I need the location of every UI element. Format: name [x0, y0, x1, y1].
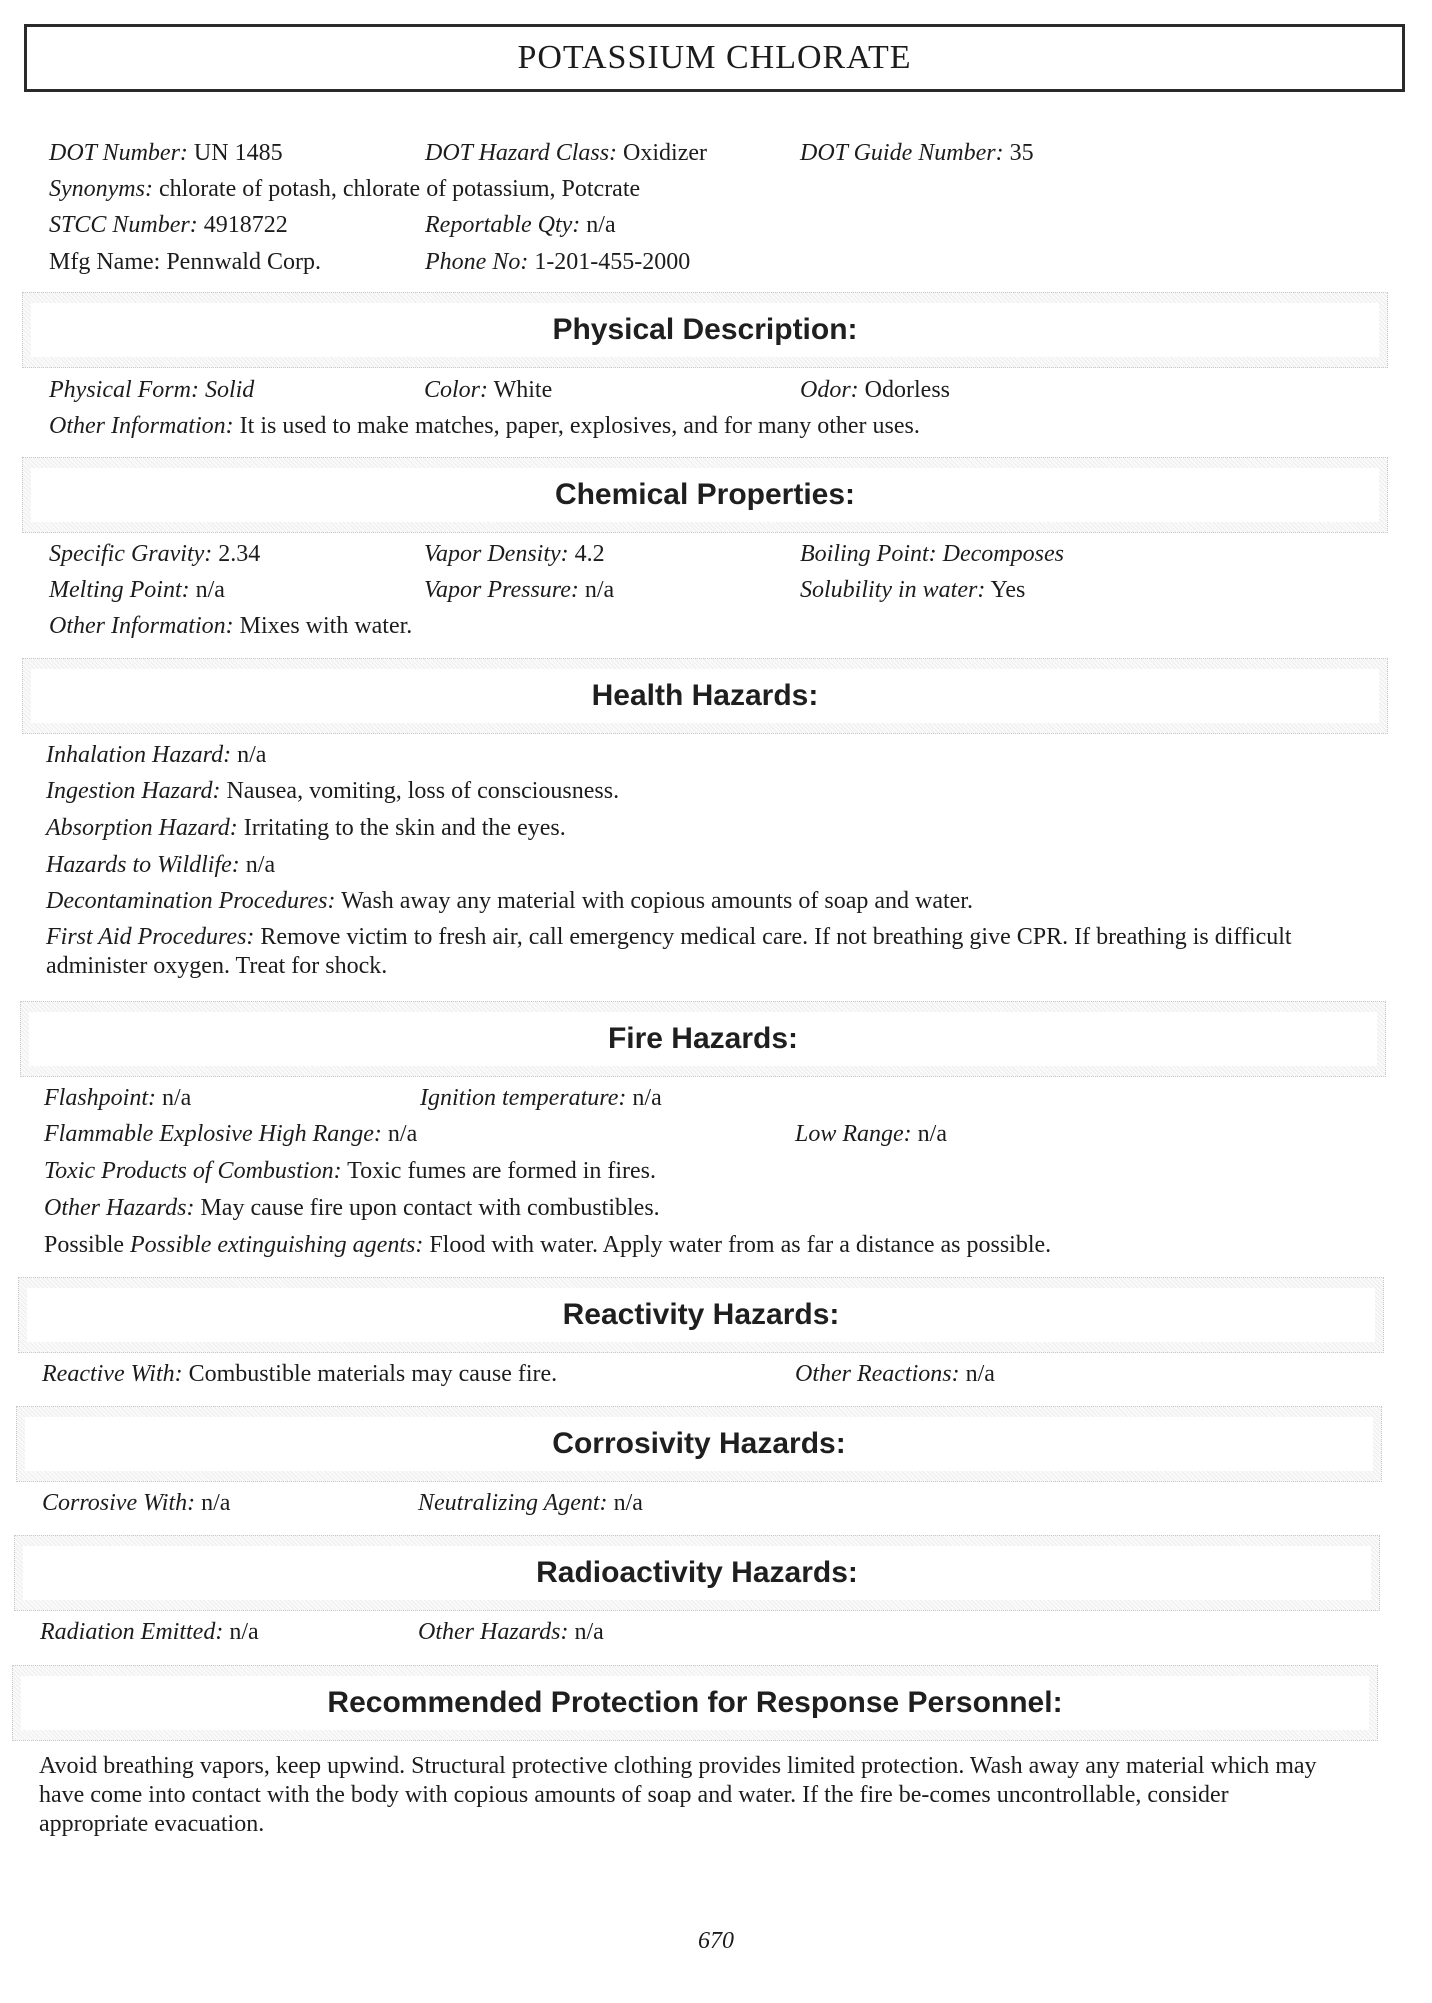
odor-field: Odor: Odorless [800, 377, 950, 403]
hazard-class-field: DOT Hazard Class: Oxidizer [425, 140, 708, 166]
synonyms-field: Synonyms: chlorate of potash, chlorate of potassium, Potcrate [49, 176, 641, 202]
protection-text: Avoid breathing vapors, keep upwind. Structural protective clothing provides limited protection. Wash away any material which may have come into contact with the body with copious amounts of soap and water. If the fire be-comes uncontrollable, consider appropriate evacuation. [39, 1753, 1317, 1837]
phone-field: Phone No: 1-201-455-2000 [425, 249, 691, 275]
other-radioactive-hazards-field: Other Hazards: n/a [418, 1619, 604, 1645]
physical-other-info: Other Information: It is used to make matches, paper, explosives, and for many other uses. [49, 413, 920, 439]
first-aid-field: First Aid Procedures: Remove victim to fresh air, call emergency medical care. If not breathing give CPR. If breathing is difficult administer oxygen. Treat for shock. [46, 924, 1292, 979]
section-title: Chemical Properties: [554, 478, 856, 511]
reactivity-hazards-header [18, 1277, 1384, 1353]
high-range-field: Flammable Explosive High Range: n/a [44, 1121, 418, 1147]
section-title: Corrosivity Hazards: [552, 1427, 846, 1460]
ignition-temperature-field: Ignition temperature: n/a [420, 1085, 662, 1111]
section-title: Fire Hazards: [607, 1022, 799, 1055]
corrosivity-hazards-header [16, 1406, 1382, 1482]
other-reactions-field: Other Reactions: n/a [795, 1361, 995, 1387]
solubility-field: Solubility in water: Yes [800, 577, 1026, 603]
fire-hazards-header [20, 1001, 1386, 1077]
color-field: Color: White [424, 377, 553, 403]
dot-number-field: DOT Number: UN 1485 [49, 140, 283, 166]
decontamination-field: Decontamination Procedures: Wash away any material with copious amounts of soap and water. [46, 888, 973, 914]
flashpoint-field: Flashpoint: n/a [44, 1085, 192, 1111]
reactive-with-field: Reactive With: Combustible materials may cause fire. [42, 1361, 558, 1387]
boiling-point-field: Boiling Point: Decomposes [800, 541, 1064, 567]
section-title: Reactivity Hazards: [562, 1298, 840, 1331]
extinguishing-agents-field: Possible Possible extinguishing agents: Flood with water. Apply water from as far a distance as possible. [44, 1232, 1052, 1258]
radioactivity-hazards-header [14, 1535, 1380, 1611]
low-range-field: Low Range: n/a [795, 1121, 947, 1147]
vapor-density-field: Vapor Density: 4.2 [424, 541, 605, 567]
vapor-pressure-field: Vapor Pressure: n/a [424, 577, 615, 603]
chemical-other-info: Other Information: Mixes with water. [49, 613, 413, 639]
wildlife-hazard-field: Hazards to Wildlife: n/a [46, 852, 276, 878]
inhalation-hazard-field: Inhalation Hazard: n/a [46, 742, 267, 768]
ingestion-hazard-field: Ingestion Hazard: Nausea, vomiting, loss of consciousness. [46, 778, 620, 804]
section-title: Recommended Protection for Response Personnel: [327, 1686, 1063, 1719]
physical-description-header [22, 292, 1388, 368]
section-title: Health Hazards: [591, 679, 819, 712]
specific-gravity-field: Specific Gravity: 2.34 [49, 541, 261, 567]
radiation-emitted-field: Radiation Emitted: n/a [40, 1619, 259, 1645]
mfg-name-field: Mfg Name: Pennwald Corp. [49, 249, 321, 275]
corrosive-with-field: Corrosive With: n/a [42, 1490, 231, 1516]
physical-form-field: Physical Form: Solid [49, 377, 255, 403]
health-hazards-header [22, 658, 1388, 734]
absorption-hazard-field: Absorption Hazard: Irritating to the skin and the eyes. [46, 815, 566, 841]
melting-point-field: Melting Point: n/a [49, 577, 225, 603]
other-fire-hazards-field: Other Hazards: May cause fire upon contact with combustibles. [44, 1195, 660, 1221]
section-title: Physical Description: [552, 313, 858, 346]
toxic-products-field: Toxic Products of Combustion: Toxic fumes are formed in fires. [44, 1158, 657, 1184]
section-title: Radioactivity Hazards: [536, 1556, 858, 1589]
chemical-properties-header [22, 457, 1388, 533]
reportable-qty-field: Reportable Qty: n/a [425, 212, 616, 238]
stcc-number-field: STCC Number: 4918722 [49, 212, 288, 238]
guide-number-field: DOT Guide Number: 35 [800, 140, 1034, 166]
neutralizing-agent-field: Neutralizing Agent: n/a [418, 1490, 643, 1516]
page-number: 670 [698, 1928, 734, 1954]
protection-header [12, 1665, 1378, 1741]
document-title: POTASSIUM CHLORATE [24, 24, 1405, 92]
